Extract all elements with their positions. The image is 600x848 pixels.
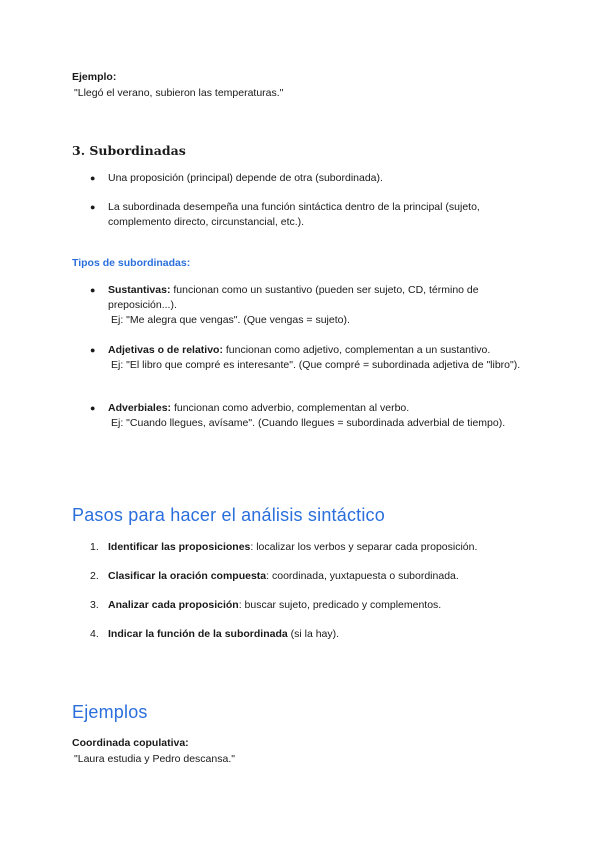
example-label: Ejemplo: [72, 71, 117, 83]
list-item: La subordinada desempeña una función sintáctica dentro de la principal (sujeto, complemento directo, circunstancial, etc.). [108, 201, 480, 228]
step-text: : buscar sujeto, predicado y complementos. [238, 599, 442, 611]
step-text: : coordinada, yuxtapuesta o subordinada. [266, 570, 459, 582]
list-item: Una proposición (principal) depende de otra (subordinada). [108, 172, 383, 184]
step-item [108, 627, 528, 642]
type-example: Ej: "Cuando llegues, avísame". (Cuando llegues = subordinada adverbial de tiempo). [111, 417, 506, 429]
type-description: funcionan como adjetivo, complementan a un sustantivo. [222, 344, 491, 356]
type-name: Adverbiales: [108, 402, 172, 414]
section-heading-ejemplos: Ejemplos [72, 702, 148, 722]
type-item-adjetivas [108, 343, 523, 373]
step-item [108, 598, 528, 613]
step-item [108, 540, 528, 555]
step-number: 4. [90, 628, 99, 640]
bullet-icon: ● [90, 173, 96, 183]
step-title: Analizar cada proposición [108, 599, 239, 611]
bullet-icon: ● [90, 345, 96, 355]
step-title: Indicar la función de la subordinada [108, 628, 288, 640]
example-sentence: "Laura estudia y Pedro descansa." [74, 753, 235, 765]
type-example: Ej: "Me alegra que vengas". (Que vengas = sujeto). [111, 314, 350, 326]
subheading-tipos: Tipos de subordinadas: [72, 257, 191, 269]
type-item-sustantivas [108, 283, 528, 328]
bullet-icon: ● [90, 285, 96, 295]
step-item [108, 569, 528, 584]
type-description: funcionan como un sustantivo (pueden ser sujeto, CD, término de preposición...). [108, 284, 479, 311]
section-heading-pasos: Pasos para hacer el análisis sintáctico [72, 505, 385, 525]
example-quote: "Llegó el verano, subieron las temperaturas." [74, 87, 284, 99]
step-number: 1. [90, 541, 99, 553]
type-name: Sustantivas: [108, 284, 171, 296]
bullet-icon: ● [90, 202, 96, 212]
step-number: 3. [90, 599, 99, 611]
bullet-icon: ● [90, 403, 96, 413]
section-heading-subordinadas: 3. Subordinadas [72, 143, 186, 158]
step-title: Identificar las proposiciones [108, 541, 251, 553]
type-item-adverbiales [108, 401, 528, 431]
type-example: Ej: "El libro que compré es interesante". (Que compré = subordinada adjetiva de "libro"). [111, 359, 521, 371]
step-text: : localizar los verbos y separar cada proposición. [250, 541, 478, 553]
step-title: Clasificar la oración compuesta [108, 570, 267, 582]
step-number: 2. [90, 570, 99, 582]
type-name: Adjetivas o de relativo: [108, 344, 223, 356]
example-type-label: Coordinada copulativa: [72, 737, 189, 749]
type-description: funcionan como adverbio, complementan al verbo. [171, 402, 410, 414]
step-text: (si la hay). [287, 628, 340, 640]
